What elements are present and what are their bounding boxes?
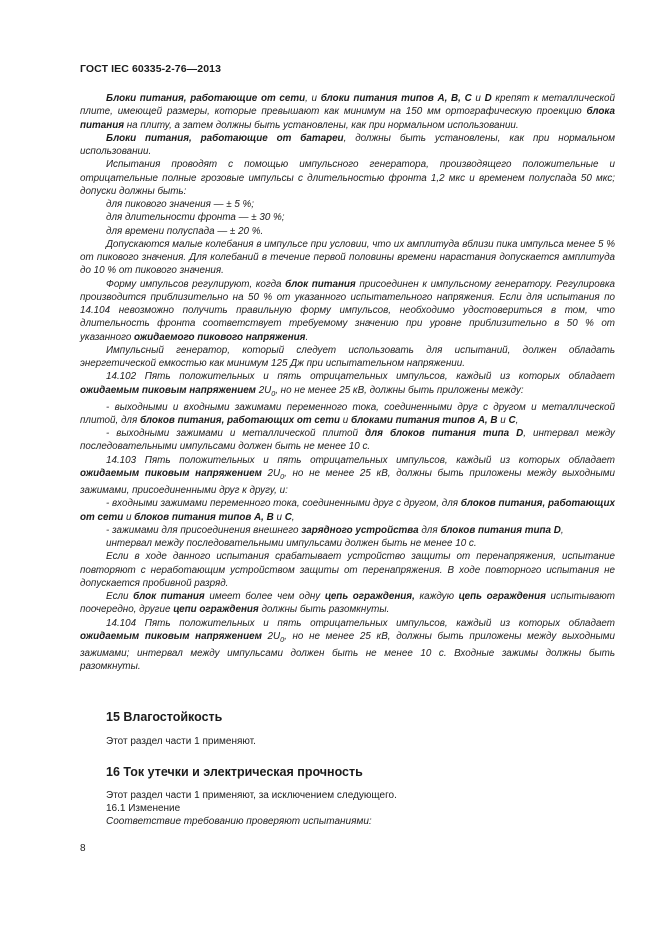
body-text: [80, 92, 615, 674]
term-bold: зарядного устройства: [301, 524, 419, 536]
list-item: [80, 497, 615, 524]
text-run: каждую: [414, 591, 459, 603]
paragraph: Допускаются малые колебания в импульсе при условии, что их амплитуда вблизи пика импульса менее 5 % от пикового значения. Для колебаний в течение первой половины времени нарастания допускается амплитуда до 10 % от пикового значения.: [80, 238, 615, 277]
section-16-heading: 16 Ток утечки и электрическая прочность: [106, 765, 363, 779]
section-16-italic: Соответствие требованию проверяют испытаниями:: [106, 816, 372, 827]
list-item: [80, 427, 615, 454]
text-run: , и: [305, 93, 321, 104]
term-bold: C: [508, 414, 516, 426]
paragraph: интервал между последовательными импульсами должен быть не менее 10 с.: [106, 538, 477, 550]
text-run: , но не менее 25 кВ, должны быть приложены между:: [275, 384, 524, 396]
text-run: 14.104 Пять положительных и пять отрицательных импульсов, каждый из которых обладает: [106, 617, 615, 629]
clause-14-103: [80, 454, 615, 498]
term-bold: блоки питания типов A, B, C: [320, 93, 472, 104]
term-bold: ожидаемым пиковым напряжением: [80, 384, 256, 396]
text-run: для: [418, 524, 441, 536]
text-run: .: [305, 331, 309, 343]
text-run: присоединен к импульсному генератору. Регулировка производится приблизительно на 50 % от указанного испытательного напряжения. Если для испытания по 14.104 невозможно получить правильную форму импульсов, необходимо удостовериться в том, что длительность фронта соответствует требуемому значению при уровне приблизительно в 50 % от указанного: [80, 278, 615, 343]
subscript-text: 0: [280, 473, 285, 481]
term-bold: цепь ограждения: [458, 591, 546, 603]
text-run: - выходными и входными зажимами переменного тока, соединенными друг с другом и металлической плитой, для: [80, 401, 615, 426]
subsection-16-1: 16.1 Изменение: [106, 803, 181, 814]
text-run: и: [497, 414, 509, 426]
text-run: и: [123, 511, 135, 523]
text-run: - зажимами для присоединения внешнего: [106, 524, 302, 536]
section-16-text: Этот раздел части 1 применяют, за исключением следующего.: [106, 790, 397, 801]
document-header: ГОСТ IEC 60335-2-76—2013: [80, 63, 222, 75]
section-15-text: Этот раздел части 1 применяют.: [106, 736, 256, 747]
text-run: ,: [560, 524, 564, 536]
term-bold: D: [484, 93, 492, 104]
text-run: имеет более чем одну: [204, 591, 325, 603]
page-number: 8: [80, 843, 86, 854]
text-run: и: [471, 93, 485, 104]
term-bold: цепь ограждения,: [324, 591, 415, 603]
list-item: [80, 524, 615, 537]
clause-14-104: [80, 617, 615, 674]
text-run: и: [273, 511, 285, 523]
text-run: Если: [106, 591, 134, 603]
term-bold: C: [284, 511, 292, 523]
term-bold: блок питания: [133, 591, 205, 603]
text-run: должны быть разомкнуты.: [258, 604, 390, 616]
paragraph: Если в ходе данного испытания срабатывает устройство защиты от перенапряжения, испытание повторяют с неработающим устройством защиты от перенапряжения. В ходе повторного испытания не допускается пробивной разряд.: [80, 551, 615, 589]
tolerance-item: для пикового значения — ± 5 %;: [106, 199, 255, 210]
term-bold: Блоки питания, работающие от сети: [106, 93, 306, 104]
term-bold: блоков питания типа D: [440, 524, 561, 536]
list-item: [80, 401, 615, 428]
term-bold: цепи ограждения: [173, 604, 259, 616]
term-bold: ожидаемым пиковым напряжением: [80, 467, 262, 479]
section-15-heading: 15 Влагостойкость: [106, 710, 223, 724]
text-run: 2U: [261, 630, 281, 642]
text-run: и: [340, 414, 352, 426]
text-run: , но не менее 25 кВ, должны быть приложены между выходными зажимами; интервал между импульсами должен быть не менее 10 с. Входные зажимы должны быть разомкнуты.: [80, 630, 615, 673]
subscript-text: 0: [271, 390, 276, 398]
term-bold: Блоки питания, работающие от батареи: [106, 132, 344, 144]
text-run: ,: [515, 414, 519, 426]
term-bold: блоков питания, работающих от сети: [80, 498, 615, 523]
text-run: 14.102 Пять положительных и пять отрицательных импульсов, каждый из которых обладает: [106, 371, 615, 383]
term-bold: блока питания: [80, 106, 615, 131]
text-run: крепят к металлической плите, имеющей размеры, которые превышают как минимум на 150 мм ортографическую проекцию: [80, 93, 615, 118]
text-run: Форму импульсов регулируют, когда: [106, 278, 286, 290]
tolerance-item: для длительности фронта — ± 30 %;: [106, 212, 285, 224]
text-run: испытывают поочередно, другие: [80, 591, 616, 616]
paragraph: [80, 92, 615, 132]
text-run: - выходными зажимами и металлической плитой: [106, 428, 365, 440]
paragraph: [80, 590, 615, 617]
term-bold: блоков питания, работающих от сети: [139, 414, 341, 426]
term-bold: блоков питания типов A, B: [134, 511, 274, 523]
paragraph: [80, 278, 615, 344]
tolerance-item: для времени полуспада — ± 20 %.: [106, 225, 264, 237]
text-run: 2U: [255, 384, 272, 396]
paragraph: Импульсный генератор, который следует использовать для испытаний, должен обладать энергетической емкостью как минимум 125 Дж при испытательном напряжении.: [80, 344, 615, 369]
subscript-text: 0: [280, 636, 285, 644]
text-run: 2U: [261, 467, 281, 479]
paragraph: Испытания проводят с помощью импульсного генератора, производящего положительные и отрицательные полные грозовые импульсы с длительностью фронта 1,2 мкс и временем полуспада 50 мкс; допуски должны быть:: [80, 159, 615, 197]
text-run: на плиту, а затем должны быть установлены, как при нормальном использовании.: [124, 119, 519, 131]
term-bold: блоками питания типов A, B: [351, 414, 498, 426]
text-run: , интервал между последовательными импульсами должен быть не менее 10 с.: [80, 428, 615, 453]
text-run: - входными зажимами переменного тока, соединенными друг с другом, для: [106, 498, 461, 510]
text-run: 14.103 Пять положительных и пять отрицательных импульсов, каждый из которых обладает: [106, 454, 615, 466]
clause-14-102: [80, 370, 615, 400]
term-bold: ожидаемым пиковым напряжением: [80, 630, 262, 642]
text-run: , но не менее 25 кВ, должны быть приложены между выходными зажимами, присоединенными друг к другу, и:: [80, 467, 615, 497]
term-bold: для блоков питания типа D: [364, 428, 524, 440]
paragraph: [80, 132, 615, 159]
term-bold: блок питания: [285, 278, 356, 290]
text-run: ,: [291, 511, 295, 523]
term-bold: ожидаемого пикового напряжения: [134, 331, 306, 343]
text-run: , должны быть установлены, как при нормальном использовании.: [80, 132, 616, 157]
